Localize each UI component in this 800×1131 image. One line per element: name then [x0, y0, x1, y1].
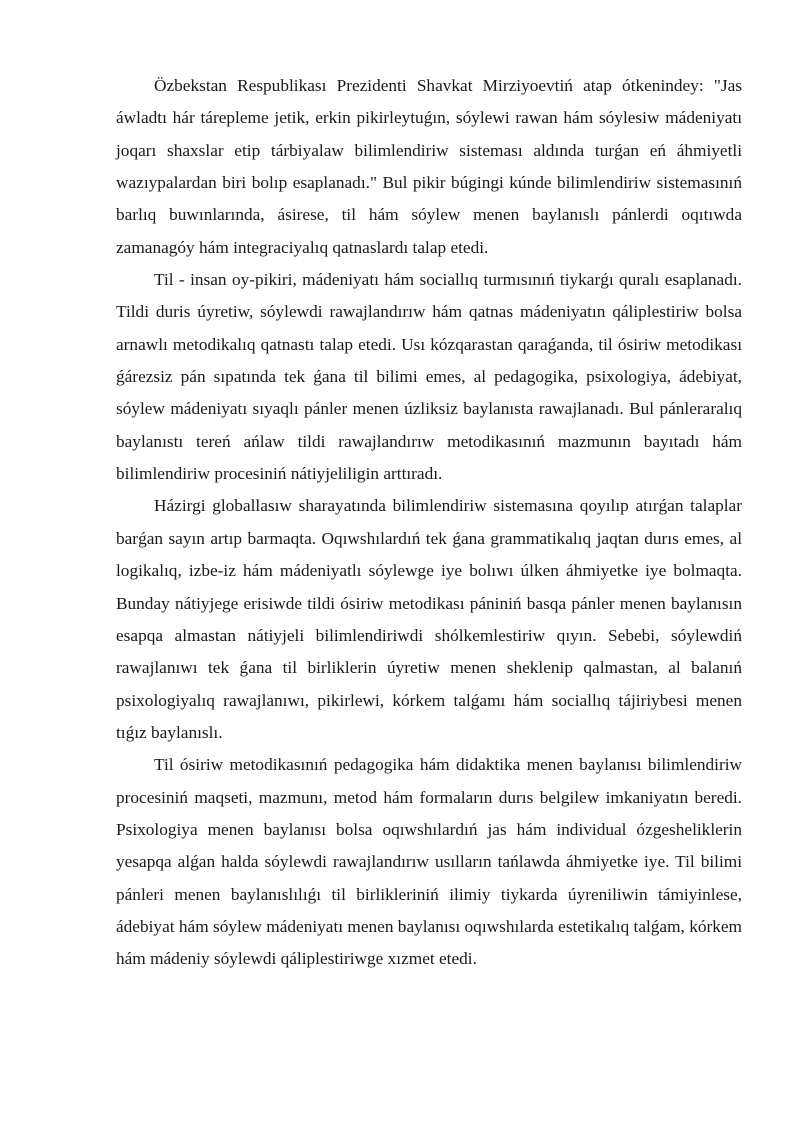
paragraph-3: Házirgi globallasıw sharayatında bilimlendiriw sistemasına qoyılıp atırǵan talaplar barǵan sayın artıp barmaqta. Oqıwshılardıń tek ǵana grammatikalıq jaqtan durıs emes, al logikalıq, izbe-iz hám mádeniyatlı sóylewge iye bolıwı úlken áhmiyetke iye bolmaqta. Bunday nátiyjege erisiwde tildi ósiriw metodikası pániniń basqa pánler menen baylanısın esapqa almastan nátiyjeli bilimlendiriwdi shólkemlestiriw qıyın. Sebebi, sóylewdiń rawajlanıwı tek ǵana til birliklerin úyretiw menen sheklenip qalmastan, al balanıń psixologiyalıq rawajlanıwı, pikirlewi, kórkem talǵamı hám sociallıq tájiriybesi menen tıǵız baylanıslı. [116, 496, 742, 742]
body-text [116, 70, 742, 976]
paragraph-1: Özbekstan Respublikası Prezidenti Shavkat Mirziyoevtiń atap ótkenindey: "Jas áwladtı hár tárepleme jetik, erkin pikirleytuǵın, sóylewi rawan hám sóylesiw mádeniyatı joqarı shaxslar etip tárbiyalaw bilimlendiriw sisteması aldında turǵan eń áhmiyetli wazıypalardan biri bolıp esaplanadı." Bul pikir búgingi kúnde bilimlendiriw sistemasınıń barlıq buwınlarında, ásirese, til hám sóylew menen baylanıslı pánlerdi oqıtıwda zamanagóy hám integraciyalıq qatnaslardı talap etedi. [116, 76, 742, 257]
paragraph-2: Til - insan oy-pikiri, mádeniyatı hám sociallıq turmısınıń tiykarǵı quralı esaplanadı. Tildi duris úyretiw, sóylewdi rawajlandırıw hám qatnas mádeniyatın qáliplestiriw bolsa arnawlı metodikalıq qatnastı talap etedi. Usı kózqarastan qaraǵanda, til ósiriw metodikası ǵárezsiz pán sıpatında tek ǵana til bilimi emes, al pedagogika, psixologiya, ádebiyat, sóylew mádeniyatı sıyaqlı pánler menen úzliksiz baylanısta rawajlanadı. Bul pánleraralıq baylanıstı tereń ańlaw tildi rawajlandırıw metodikasınıń mazmunın bayıtadı hám bilimlendiriw procesiniń nátiyjeliligin arttıradı. [116, 270, 742, 484]
paragraph-4: Til ósiriw metodikasınıń pedagogika hám didaktika menen baylanısı bilimlendiriw procesiniń maqseti, mazmunı, metod hám formaların durıs belgilew imkaniyatın beredi. Psixologiya menen baylanısı bolsa oqıwshılardıń jas hám individual ózgesheliklerin yesapqa alǵan halda sóylewdi rawajlandırıw usılların tańlawda áhmiyetke iye. Til bilimi pánleri menen baylanıslılıǵı til birlikleriniń ilimiy tiykarda úyreniliwin támiyinlese, ádebiyat hám sóylew mádeniyatı menen baylanısı oqıwshılarda estetikalıq talǵam, kórkem hám mádeniy sóylewdi qáliplestiriwge xızmet etedi. [116, 755, 742, 969]
